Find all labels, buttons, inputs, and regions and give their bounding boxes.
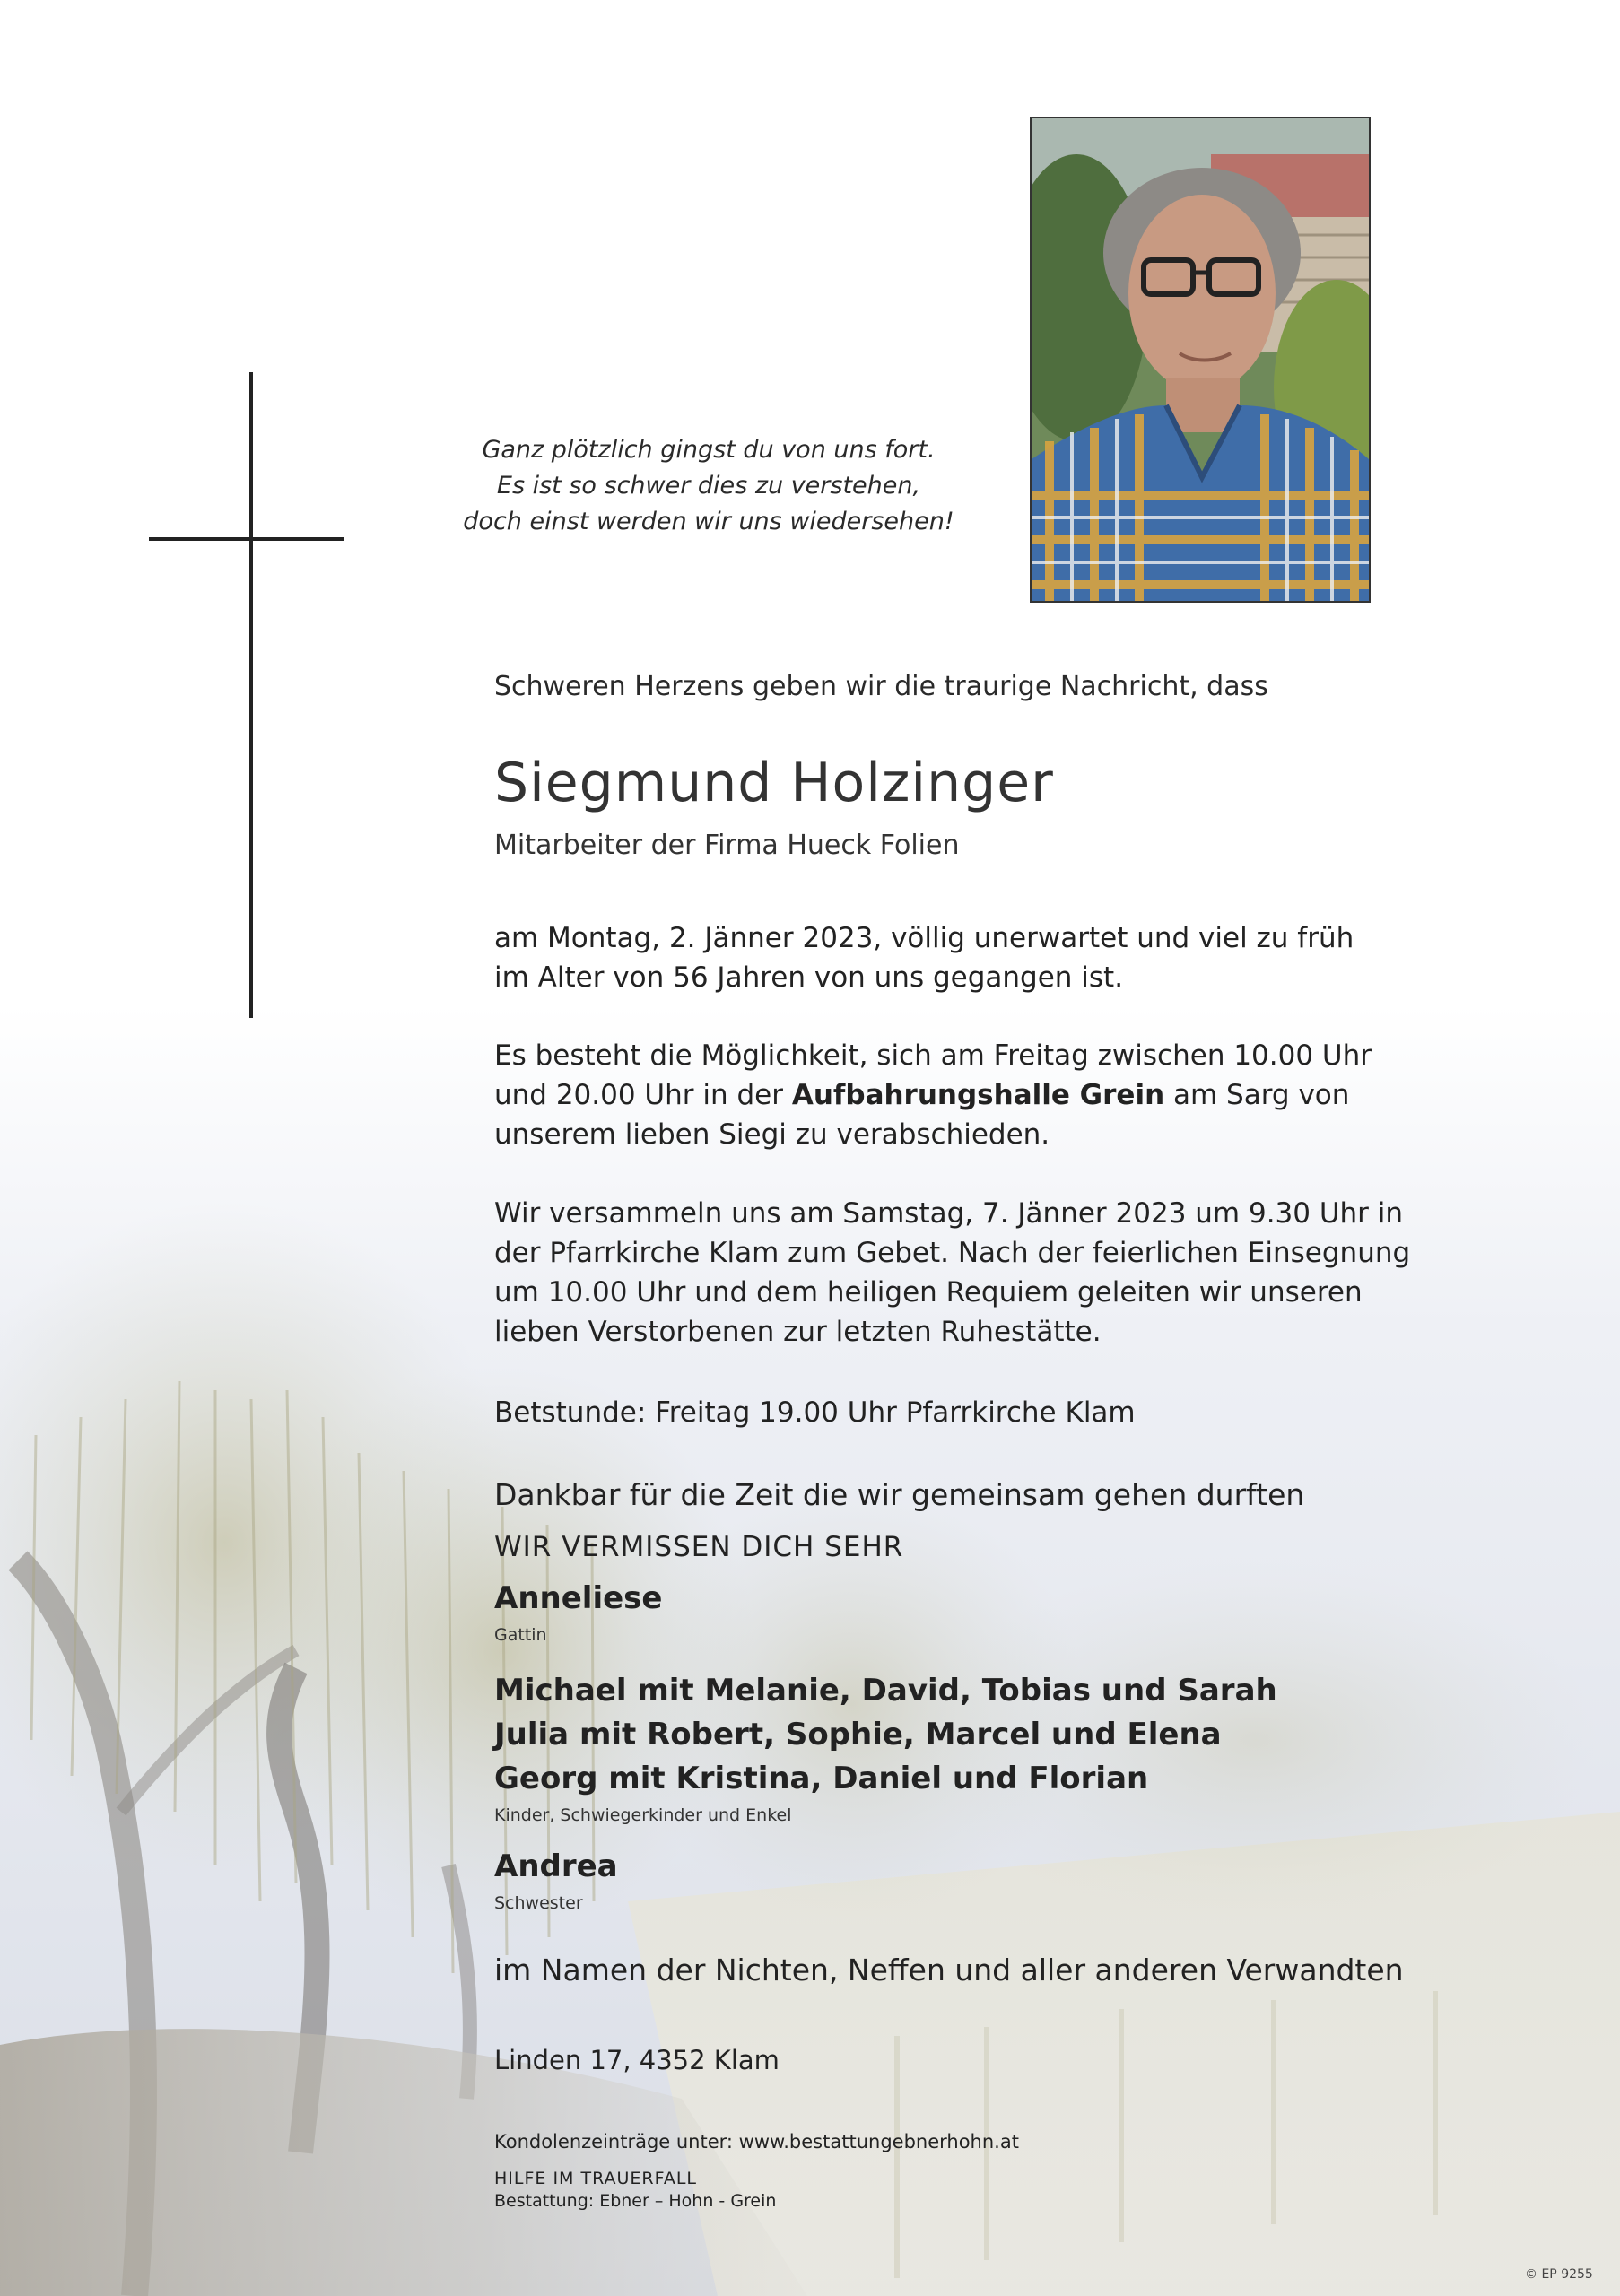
gratitude-line: Dankbar für die Zeit die wir gemeinsam gehen durften	[494, 1477, 1305, 1512]
paragraph-line: Es besteht die Möglichkeit, sich am Freitag zwischen 10.00 Uhr	[494, 1039, 1372, 1072]
paragraph-line: lieben Verstorbenen zur letzten Ruhestätte.	[494, 1316, 1102, 1348]
cross-vertical-bar	[249, 372, 253, 1018]
poem-line: Es ist so schwer dies zu verstehen,	[496, 472, 921, 500]
paragraph-line: der Pfarrkirche Klam zum Gebet. Nach der feierlichen Einsegnung	[494, 1237, 1411, 1269]
children-line: Georg mit Kristina, Daniel und Florian	[494, 1761, 1149, 1796]
intro-text: Schweren Herzens geben wir die traurige Nachricht, dass	[494, 671, 1268, 702]
deceased-role: Mitarbeiter der Firma Hueck Folien	[494, 830, 960, 861]
spouse-name: Anneliese	[494, 1580, 663, 1616]
paragraph-line: Betstunde: Freitag 19.00 Uhr Pfarrkirche Klam	[494, 1396, 1136, 1429]
paragraph-line: im Alter von 56 Jahren von uns gegangen ist.	[494, 961, 1124, 994]
children-relation: Kinder, Schwiegerkinder und Enkel	[494, 1805, 792, 1825]
sister-name: Andrea	[494, 1848, 618, 1884]
poem	[431, 432, 987, 540]
poem-line: Ganz plötzlich gingst du von uns fort.	[482, 436, 936, 464]
paragraph-text: am Sarg von	[1164, 1079, 1350, 1111]
children-line: Julia mit Robert, Sophie, Marcel und Elena	[494, 1717, 1222, 1752]
paragraph-line: Wir versammeln uns am Samstag, 7. Jänner 2023 um 9.30 Uhr in	[494, 1197, 1404, 1230]
miss-you-line: WIR VERMISSEN DICH SEHR	[494, 1531, 904, 1563]
condolence-line: Kondolenzeinträge unter: www.bestattungebnerhohn.at	[494, 2131, 1019, 2152]
children-line: Michael mit Melanie, David, Tobias und Sarah	[494, 1673, 1277, 1709]
portrait-photo	[1030, 117, 1371, 603]
document-code: © EP 9255	[1525, 2267, 1593, 2282]
death-announcement-paragraph	[494, 918, 1354, 997]
paragraph-line	[494, 1075, 1372, 1115]
paragraph-line: unserem lieben Siegi zu verabschieden.	[494, 1118, 1050, 1151]
portrait-photo-image	[1032, 118, 1369, 601]
funeral-home-line: Bestattung: Ebner – Hohn - Grein	[494, 2191, 777, 2211]
relatives-line: im Namen der Nichten, Neffen und aller anderen Verwandten	[494, 1952, 1404, 1987]
cross-horizontal-bar	[149, 537, 344, 541]
help-heading: HILFE IM TRAUERFALL	[494, 2169, 697, 2188]
poem-line: doch einst werden wir uns wiedersehen!	[463, 508, 954, 535]
prayer-hour-paragraph	[494, 1393, 1136, 1432]
paragraph-line: am Montag, 2. Jänner 2023, völlig unerwartet und viel zu früh	[494, 922, 1354, 954]
viewing-location: Aufbahrungshalle Grein	[791, 1079, 1165, 1111]
paragraph-line: um 10.00 Uhr und dem heiligen Requiem geleiten wir unseren	[494, 1276, 1363, 1309]
paragraph-text: und 20.00 Uhr in der	[494, 1079, 792, 1111]
spouse-relation: Gattin	[494, 1625, 547, 1645]
family-address: Linden 17, 4352 Klam	[494, 2045, 780, 2075]
sister-relation: Schwester	[494, 1893, 583, 1913]
viewing-paragraph	[494, 1036, 1372, 1154]
deceased-name: Siegmund Holzinger	[494, 752, 1054, 814]
funeral-paragraph	[494, 1194, 1410, 1352]
